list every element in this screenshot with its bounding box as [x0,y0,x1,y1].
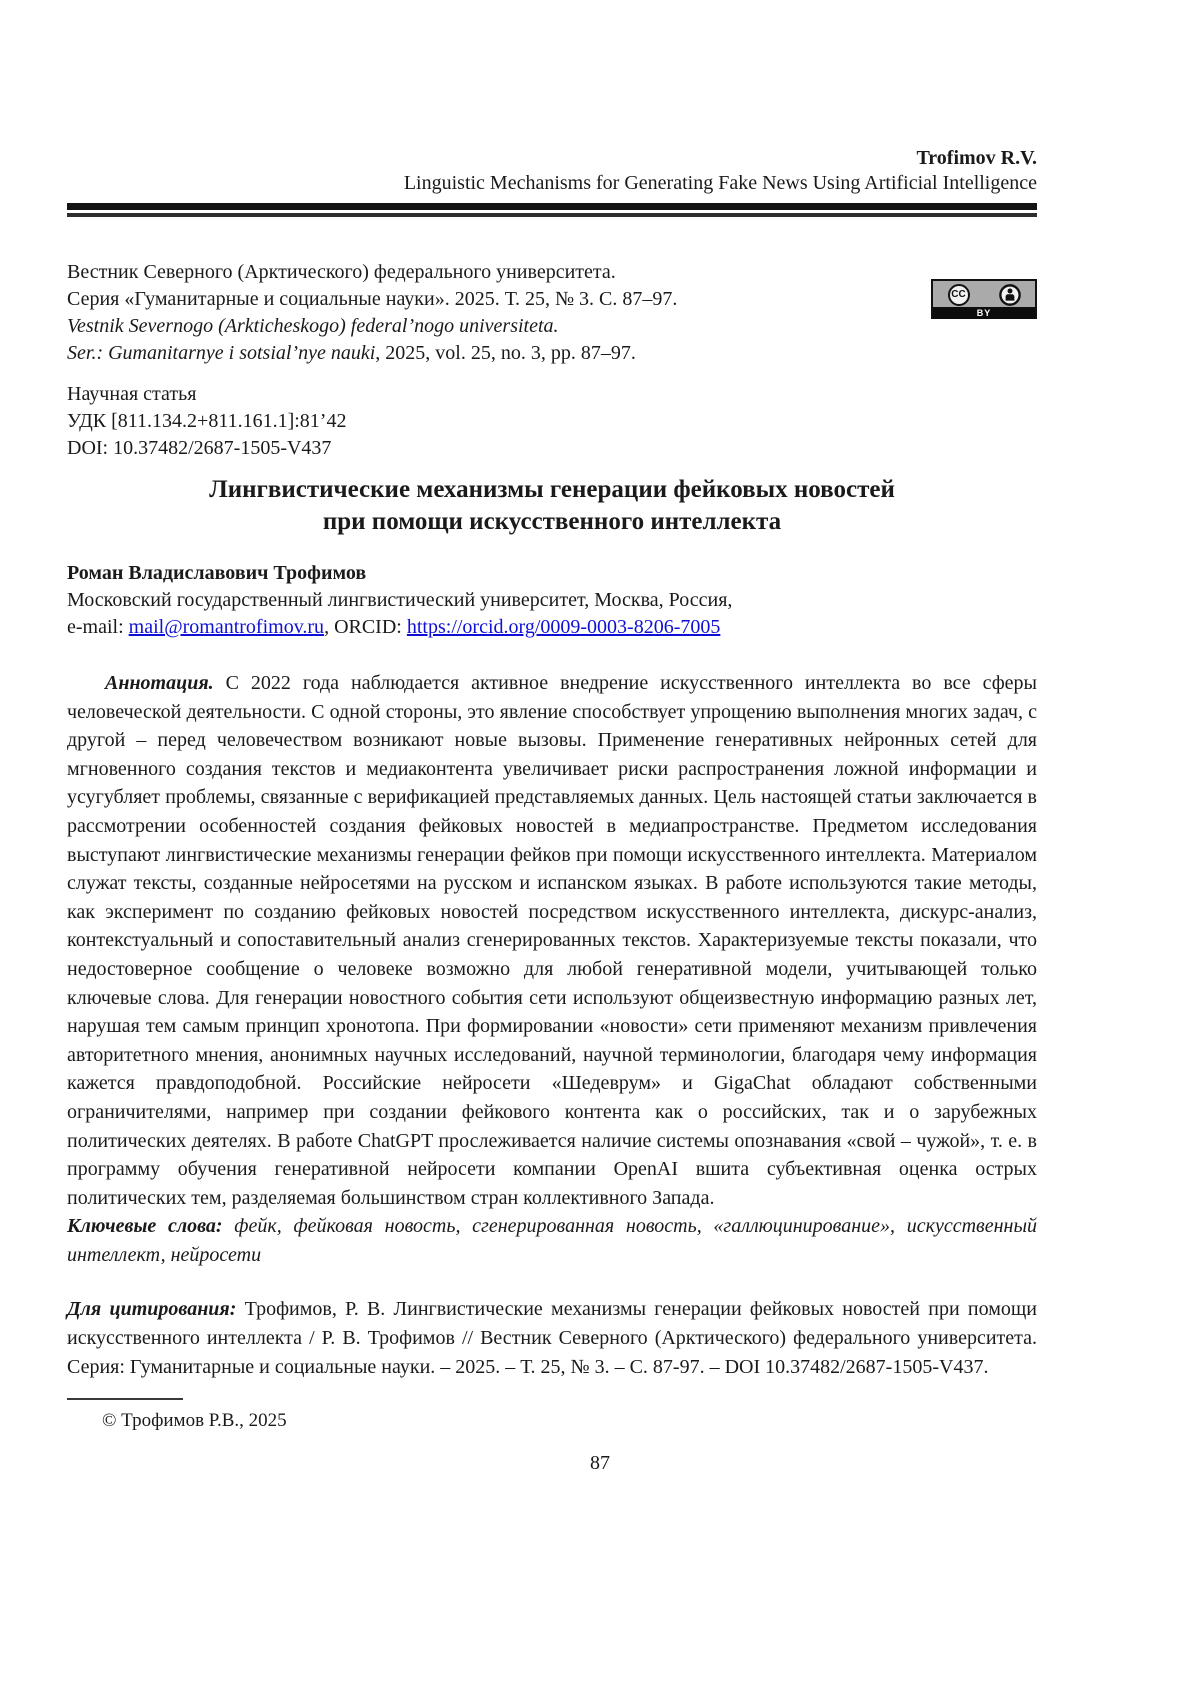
email-link[interactable]: mail@romantrofimov.ru [128,616,325,638]
article-meta-block [67,381,1037,462]
journal-issue-translit-rest: , 2025, vol. 25, no. 3, pp. 87–97. [375,342,636,364]
cc-icon [948,284,970,306]
footnote [67,1398,287,1432]
author-affiliation: Московский государственный лингвистический университет, Москва, Россия, [67,589,733,611]
cc-by-label: BY [933,307,1035,319]
email-label: e-mail: [67,616,129,638]
abstract-label: Аннотация. [105,672,214,694]
person-icon [999,284,1021,306]
journal-title-translit: Vestnik Severnogo (Arkticheskogo) federal’nogo universiteta. [67,315,559,337]
journal-series-translit: Ser.: Gumanitarnye i sotsial’nye nauki [67,342,376,364]
running-header-author: Trofimov R.V. [916,147,1037,169]
keywords-label: Ключевые слова: [67,1215,223,1238]
cc-icon-label: CC [951,289,966,300]
article-title-line2: при помощи искусственного интеллекта [322,508,782,535]
article-type: Научная статья [67,383,197,405]
running-header [67,0,1037,196]
copyright-line: © Трофимов Р.В., 2025 [102,1410,287,1431]
journal-issue-ru: Серия «Гуманитарные и социальные науки». 2025. Т. 25, № 3. С. 87–97. [67,288,678,310]
abstract-section [67,669,1037,1381]
abstract-paragraph [67,669,1037,1212]
author-block [67,560,1037,641]
cc-by-license-badge [931,279,1037,319]
orcid-label: , ORCID: [324,616,407,638]
abstract-text: С 2022 года наблюдается активное внедрение искусственного интеллекта во все сферы человеческой деятельности. С одной стороны, это явление способствует упрощению выполнения многих задач, с другой – перед человечеством возникают новые вызовы. Применение генеративных нейронных сетей для мгновенного создания текстов и медиаконтента увеличивает риски распространения ложной информации и усугубляет проблемы, связанные с верификацией представляемых данных. Цель настоящей статьи заключается в рассмотрении особенностей создания фейковых новостей в медиапространстве. Предметом исследования выступают лингвистические механизмы генерации фейков при помощи искусственного интеллекта. Материалом служат тексты, созданные нейросетями на русском и испанском языках. В работе используются такие методы, как эксперимент по созданию фейковых новостей посредством искусственного интеллекта, дискурс-анализ, контекстуальный и сопоставительный анализ сгенерированных текстов. Характеризуемые тексты показали, что недостоверное сообщение о человеке возможно для любой генеративной модели, учитывающей только ключевые слова. Для генерации новостного события сети используют общеизвестную информацию разных лет, нарушая тем самым принцип хронотопа. При формировании «новости» сети применяют механизм привлечения авторитетного мнения, анонимных научных исследований, научной терминологии, благодаря чему информация кажется правдоподобной. Российские нейросети «Шедеврум» и GigaChat обладают собственными ограничителями, например при создании фейкового контента как о российских, так и о зарубежных политических деятелях. В работе ChatGPT прослеживается наличие системы опознавания «свой – чужой», т. е. в программу обучения генеративной нейросети компании OpenAI вшита субъективная оценка острых политических тем, разделяемая большинством стран коллективного Запада. [67,672,1037,1209]
journal-title-ru: Вестник Северного (Арктического) федерального университета. [67,261,616,283]
citation-paragraph [67,1295,1037,1381]
author-contacts [67,614,1037,641]
header-rule [67,203,1037,217]
citation-text: Трофимов, Р. В. Лингвистические механизмы генерации фейковых новостей при помощи искусственного интеллекта / Р. В. Трофимов // Вестник Северного (Арктического) федерального университета. Серия: Гуманитарные и социальные науки. – 2025. – Т. 25, № 3. – С. 87-97. – DOI 10.37482/2687-1505-V437. [67,1298,1037,1378]
bibliographic-block [67,259,1037,367]
page-number: 87 [590,1452,610,1474]
author-name: Роман Владиславович Трофимов [67,562,367,584]
keywords-paragraph [67,1212,1037,1269]
udc-code: УДК [811.134.2+811.161.1]:81’42 [67,410,347,432]
keywords-text: фейк, фейковая новость, сгенерированная новость, «галлюцинирование», искусственный интеллект, нейросети [67,1215,1038,1266]
journal-issue-translit [67,340,1037,367]
running-header-title: Linguistic Mechanisms for Generating Fake News Using Artificial Intelligence [403,172,1037,194]
article-title-line1: Лингвистические механизмы генерации фейковых новостей [209,476,895,503]
doi-code: DOI: 10.37482/2687-1505-V437 [67,437,332,459]
orcid-link[interactable]: https://orcid.org/0009-0003-8206-7005 [406,616,721,638]
cc-badge-icons [933,281,1035,307]
header-rule-thick [67,203,1037,210]
citation-label: Для цитирования: [67,1298,237,1321]
footnote-rule [67,1398,183,1400]
header-rule-thin [67,213,1037,217]
article-title [67,474,1037,538]
